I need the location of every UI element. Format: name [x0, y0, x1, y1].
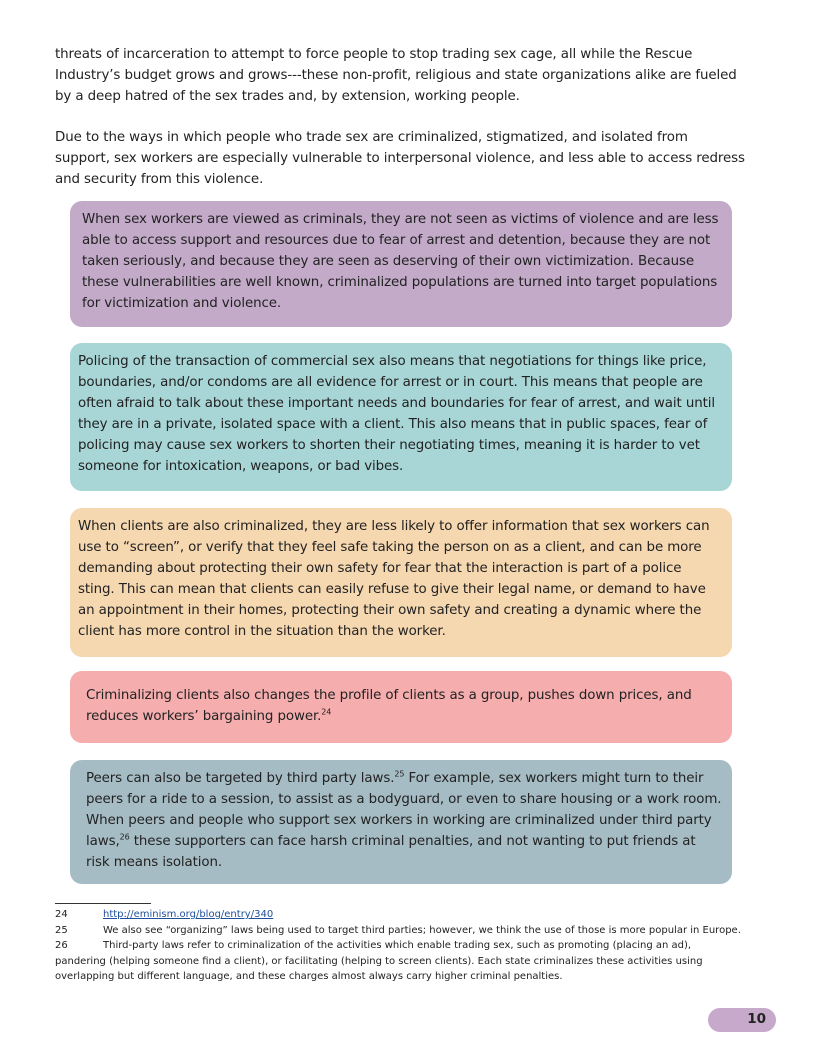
callout-text: [86, 685, 722, 727]
callout-text-a: Peers can also be targeted by third party laws.: [86, 771, 395, 786]
footnotes: [55, 907, 745, 985]
intro-paragraph-1: threats of incarceration to attempt to force people to stop trading sex cage, all while the Rescue Industry’s budget grows and grows---these non-profit, religious and state organizations alike are fueled by a deep hatred of the sex trades and, by extension, working people.: [55, 47, 737, 104]
page-number: 10: [747, 1011, 766, 1027]
callout-clients-criminalized: [70, 508, 732, 657]
callout-third-party-laws: [70, 760, 732, 884]
page-number-badge: [708, 1008, 776, 1032]
footnote-ref-24[interactable]: 24: [321, 707, 332, 717]
footnote-number: 25: [55, 924, 68, 936]
footnote-divider: [55, 903, 151, 904]
callout-text: [86, 768, 722, 873]
footnote-ref-26[interactable]: 26: [119, 832, 130, 842]
footnote-text: We also see “organizing” laws being used to target third parties; however, we think the use of those is more popular in Europe.: [103, 924, 741, 936]
intro-paragraph-2: Due to the ways in which people who trade sex are criminalized, stigmatized, and isolated from support, sex workers are especially vulnerable to interpersonal violence, and less able to access redress and security from this violence.: [55, 130, 745, 187]
callout-text-main: Criminalizing clients also changes the profile of clients as a group, pushes down prices, and reduces workers’ bargaining power.: [86, 688, 692, 724]
callout-clients-bargaining: [70, 671, 732, 743]
footnote-number: 26: [55, 940, 68, 951]
footnote-text: Third-party laws refer to criminalization of the activities which enable trading sex, such as promoting (placing an ad), pandering (helping someone find a client), or facilitating (helping to screen clients). Each state criminalizes these activities using overlapping but different language, and these charges almost always carry higher criminal penalties.: [55, 940, 703, 982]
footnote-number: 24: [55, 909, 68, 920]
footnote-25: [55, 923, 745, 939]
callout-text: Policing of the transaction of commercial sex also means that negotiations for things like price, boundaries, and/or condoms are all evidence for arrest or in court. This means that people are often afraid to talk about these important needs and boundaries for fear of arrest, and wait until they are in a private, isolated space with a client. This also means that in public spaces, fear of policing may cause sex workers to shorten their negotiating times, meaning it is harder to vet someone for intoxication, weapons, or bad vibes.: [78, 354, 715, 474]
callout-text-c: these supporters can face harsh criminal penalties, and not wanting to put friends at risk means isolation.: [86, 834, 696, 870]
callout-criminals-victims: [70, 201, 732, 327]
footnote-ref-25[interactable]: 25: [394, 769, 405, 779]
callout-text: When clients are also criminalized, they are less likely to offer information that sex workers can use to “screen”, or verify that they feel safe taking the person on as a client, and can be more demanding about protecting their own safety for fear that the interaction is part of a police sting. This can mean that clients can easily refuse to give their legal name, or demand to have an appointment in their homes, protecting their own safety and creating a dynamic where the client has more control in the situation than the worker.: [78, 519, 710, 639]
callout-policing-negotiations: [70, 343, 732, 491]
footnote-link[interactable]: http://eminism.org/blog/entry/340: [103, 909, 274, 920]
callout-text-b: For example, sex workers might turn to their peers for a ride to a session, to assist as a bodyguard, or even to share housing or a work room. When peers and people who support sex workers in working are criminalized under third party laws,: [86, 771, 722, 849]
footnote-26: [55, 938, 745, 985]
callout-text: When sex workers are viewed as criminals, they are not seen as victims of violence and are less able to access support and resources due to fear of arrest and detention, because they are not taken seriously, and because they are seen as deserving of their own victimization. Because these vulnerabilities are well known, criminalized populations are turned into target populations for victimization and violence.: [82, 212, 719, 311]
footnote-24: [55, 907, 745, 923]
